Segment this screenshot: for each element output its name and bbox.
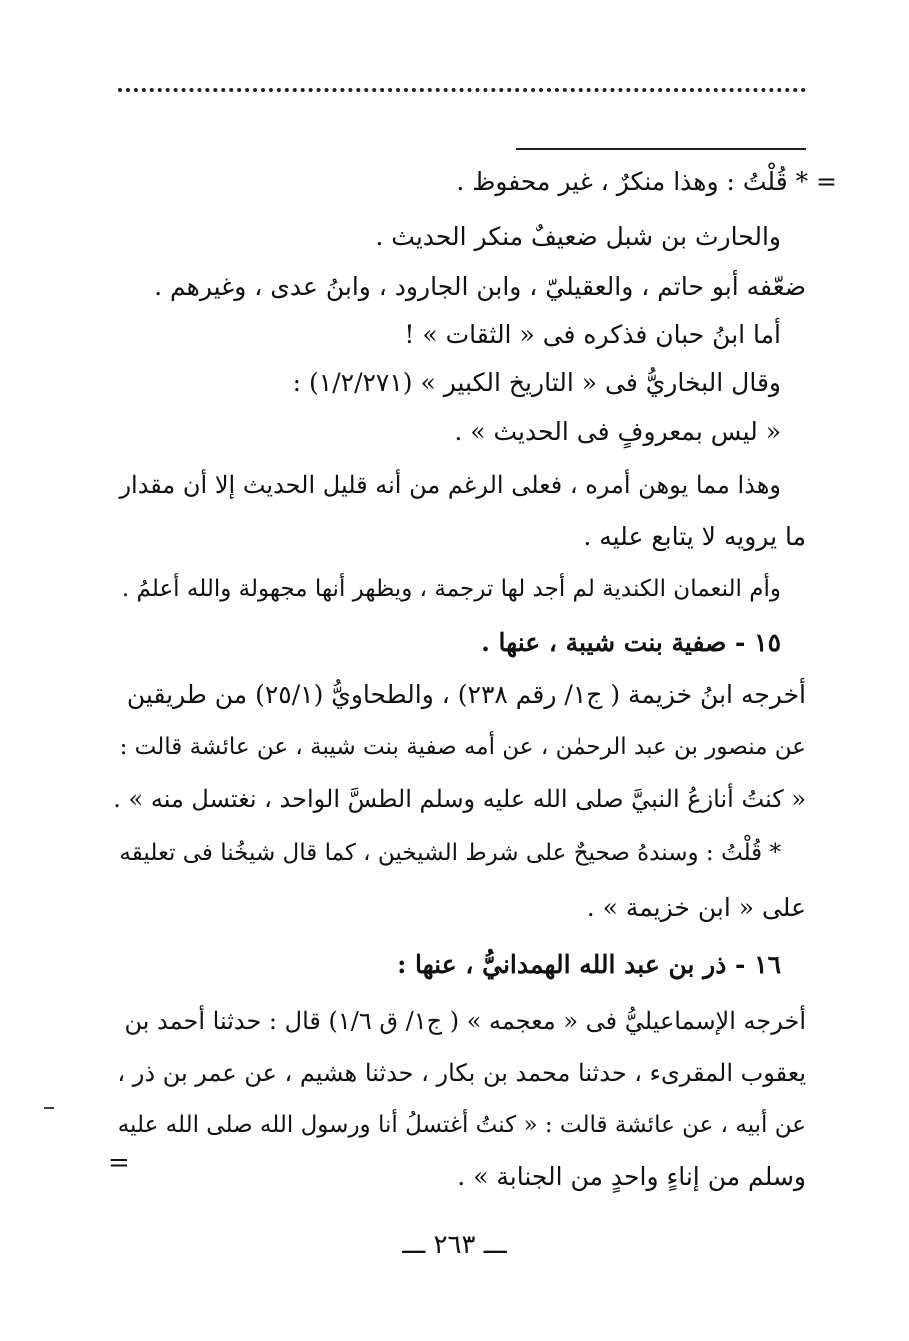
footnote-line: أما ابنُ حبان فذكره فى « الثقات » ! bbox=[404, 320, 781, 349]
footnote-line: ضعّفه أبو حاتم ، والعقيليّ ، وابن الجارود ، وابنُ عدى ، وغيرهم . bbox=[154, 272, 806, 301]
page-number: ـــ ٢٦٣ ـــ bbox=[402, 1230, 507, 1260]
paragraph-line: « كنتُ أنازعُ النبيَّ صلى الله عليه وسلم الطسَّ الواحد ، نغتسل منه » . bbox=[113, 785, 806, 813]
paragraph-line: أخرجه ابنُ خزيمة ( ج١/ رقم ٢٣٨) ، والطحاويُّ (٢٥/١) من طريقين bbox=[126, 680, 806, 709]
footnote-line: وقال البخاريُّ فى « التاريخ الكبير » (١/٢/٢٧١) : bbox=[292, 368, 781, 397]
dotted-separator bbox=[118, 78, 806, 92]
footnote-line: وهذا مما يوهن أمره ، فعلى الرغم من أنه قليل الحديث إلا أن مقدار bbox=[119, 471, 781, 499]
footnote-line: وأم النعمان الكندية لم أجد لها ترجمة ، ويظهر أنها مجهولة والله أعلمُ . bbox=[121, 576, 781, 602]
section-heading: ١٥ - صفية بنت شيبة ، عنها . bbox=[481, 628, 781, 657]
footnote-line: والحارث بن شبل ضعيفٌ منكر الحديث . bbox=[375, 222, 781, 251]
continuation-mark: = bbox=[108, 1148, 130, 1178]
footnote-line: = * قُلْتُ : وهذا منكرٌ ، غير محفوظ . bbox=[456, 167, 837, 196]
paragraph-line: وسلم من إناءٍ واحدٍ من الجنابة » . bbox=[457, 1162, 806, 1191]
footnote-rule bbox=[516, 148, 806, 150]
footnote-line: « ليس بمعروفٍ فى الحديث » . bbox=[454, 417, 781, 446]
section-heading: ١٦ - ذر بن عبد الله الهمدانيُّ ، عنها : bbox=[397, 950, 781, 979]
paragraph-line: عن منصور بن عبد الرحمٰن ، عن أمه صفية بنت شيبة ، عن عائشة قالت : bbox=[119, 734, 806, 760]
paragraph-line: عن أبيه ، عن عائشة قالت : « كنتُ أغتسلُ أنا ورسول الله صلى الله عليه bbox=[117, 1112, 806, 1138]
paragraph-line: على « ابن خزيمة » . bbox=[586, 893, 806, 922]
paragraph-line: أخرجه الإسماعيليُّ فى « معجمه » ( ج١/ ق ١/٦) قال : حدثنا أحمد بن bbox=[124, 1007, 806, 1035]
footnote-line: ما يرويه لا يتابع عليه . bbox=[583, 522, 806, 551]
margin-mark bbox=[44, 1107, 54, 1109]
paragraph-line: * قُلْتُ : وسندهُ صحيحٌ على شرط الشيخين ، كما قال شيخُنا فى تعليقه bbox=[119, 840, 781, 866]
paragraph-line: يعقوب المقرىء ، حدثنا محمد بن بكار ، حدثنا هشيم ، عن عمر بن ذر ، bbox=[117, 1059, 806, 1087]
